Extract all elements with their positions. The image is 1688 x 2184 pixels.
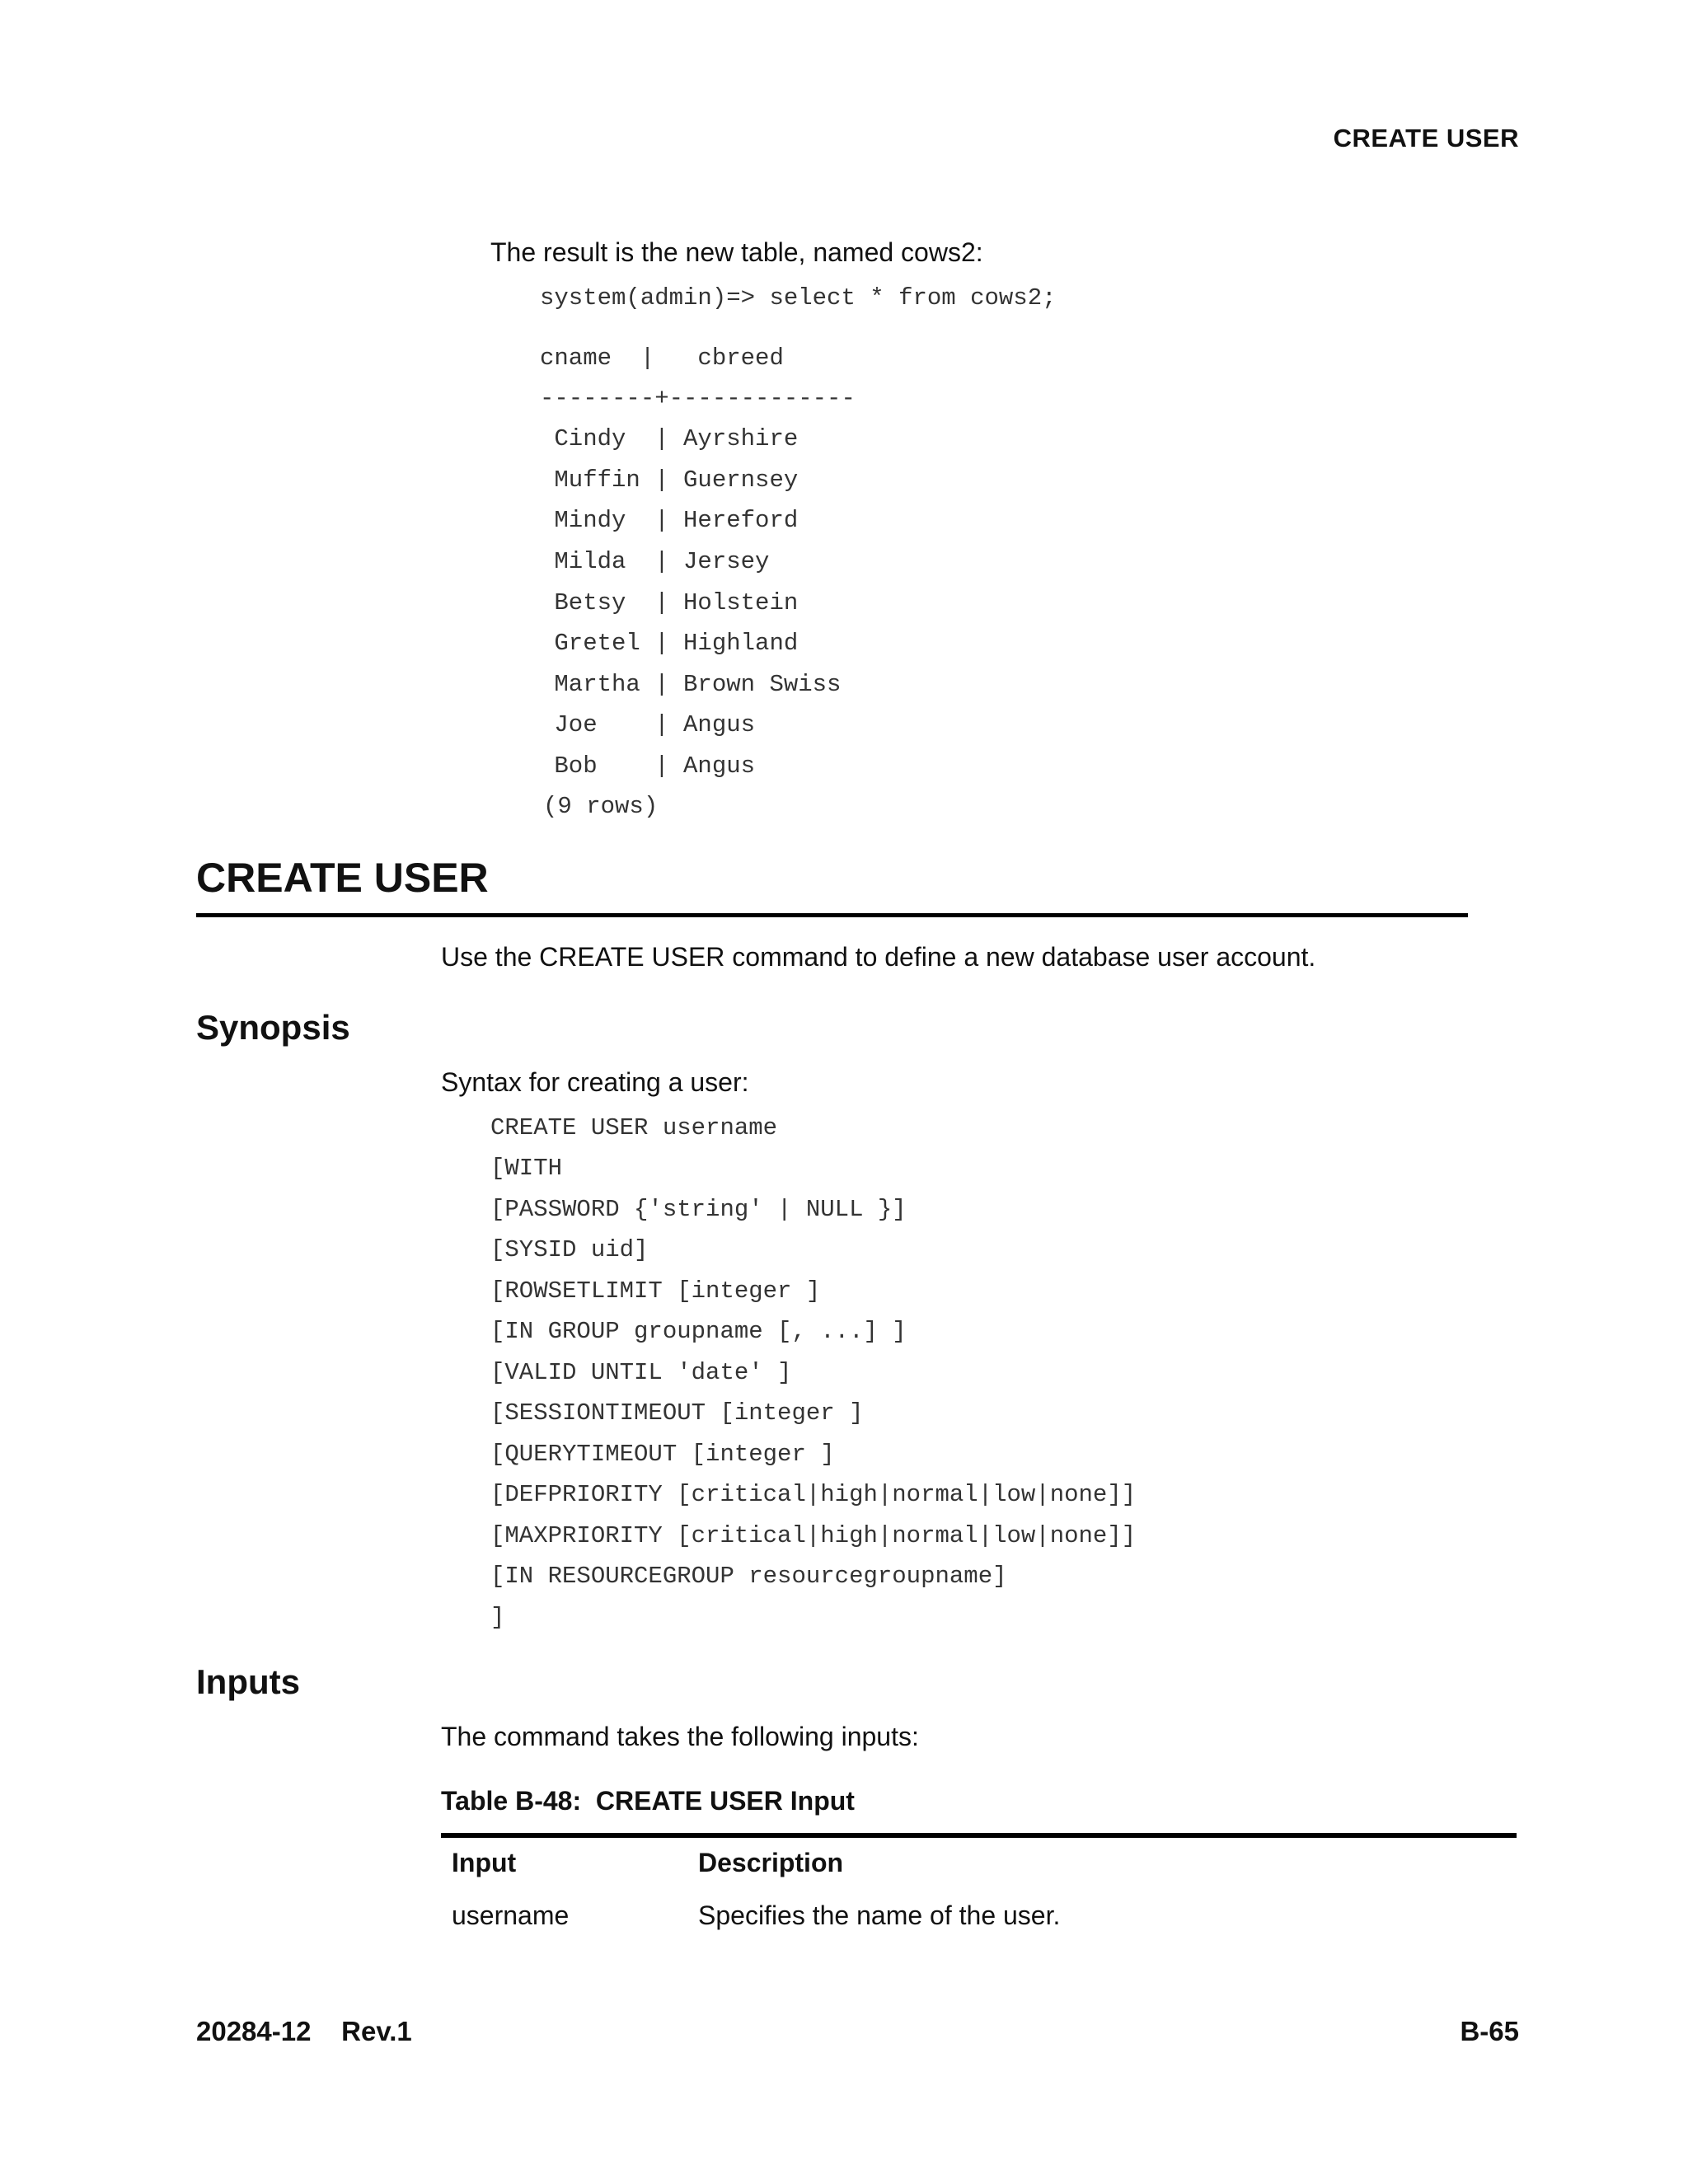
result-row: Joe | Angus xyxy=(540,711,756,738)
section-title-rule xyxy=(196,913,1468,917)
syntax-line: [SYSID uid] xyxy=(490,1236,649,1263)
result-row: Mindy | Hereford xyxy=(540,507,799,534)
table-header-input: Input xyxy=(452,1848,517,1877)
result-row: Martha | Brown Swiss xyxy=(540,671,842,698)
syntax-line: [WITH xyxy=(490,1155,563,1182)
syntax-line: ] xyxy=(490,1604,505,1631)
syntax-line: [QUERYTIMEOUT [integer ] xyxy=(490,1441,835,1468)
syntax-line: [VALID UNTIL 'date' ] xyxy=(490,1359,792,1386)
synopsis-intro: Syntax for creating a user: xyxy=(441,1067,749,1097)
result-row: Milda | Jersey xyxy=(540,548,770,575)
footer-doc-id: 20284-12 Rev.1 xyxy=(196,2016,412,2046)
result-row: Muffin | Guernsey xyxy=(540,466,799,494)
syntax-line: [IN GROUP groupname [, ...] ] xyxy=(490,1318,907,1345)
section-description: Use the CREATE USER command to define a new database user account. xyxy=(441,942,1316,972)
syntax-line: [IN RESOURCEGROUP resourcegroupname] xyxy=(490,1563,1007,1590)
result-divider: --------+------------- xyxy=(540,385,856,412)
synopsis-heading: Synopsis xyxy=(196,1008,350,1047)
syntax-line: [PASSWORD {'string' | NULL }] xyxy=(490,1196,907,1223)
footer-page-number: B-65 xyxy=(1460,2016,1519,2046)
result-row: Bob | Angus xyxy=(540,752,756,780)
table-top-rule xyxy=(441,1833,1517,1838)
result-row: Cindy | Ayrshire xyxy=(540,425,799,452)
row-count: (9 rows) xyxy=(543,793,659,820)
query-command: system(admin)=> select * from cows2; xyxy=(540,284,1057,312)
syntax-line: [MAXPRIORITY [critical|high|normal|low|none]] xyxy=(490,1522,1137,1549)
result-row: Gretel | Highland xyxy=(540,630,799,657)
syntax-line: CREATE USER username xyxy=(490,1114,778,1141)
running-header: CREATE USER xyxy=(1333,124,1519,152)
syntax-line: [DEFPRIORITY [critical|high|normal|low|none]] xyxy=(490,1481,1137,1508)
syntax-line: [SESSIONTIMEOUT [integer ] xyxy=(490,1399,864,1427)
syntax-line: [ROWSETLIMIT [integer ] xyxy=(490,1277,821,1305)
table-cell-input: username xyxy=(452,1900,570,1930)
table-header-description: Description xyxy=(698,1848,844,1877)
table-cell-description: Specifies the name of the user. xyxy=(698,1900,1061,1930)
table-caption: Table B-48: CREATE USER Input xyxy=(441,1786,855,1816)
inputs-intro: The command takes the following inputs: xyxy=(441,1722,919,1751)
result-row: Betsy | Holstein xyxy=(540,589,799,616)
inputs-heading: Inputs xyxy=(196,1662,300,1701)
intro-text: The result is the new table, named cows2: xyxy=(490,237,983,267)
result-header: cname | cbreed xyxy=(540,344,784,372)
section-title: CREATE USER xyxy=(196,855,489,901)
